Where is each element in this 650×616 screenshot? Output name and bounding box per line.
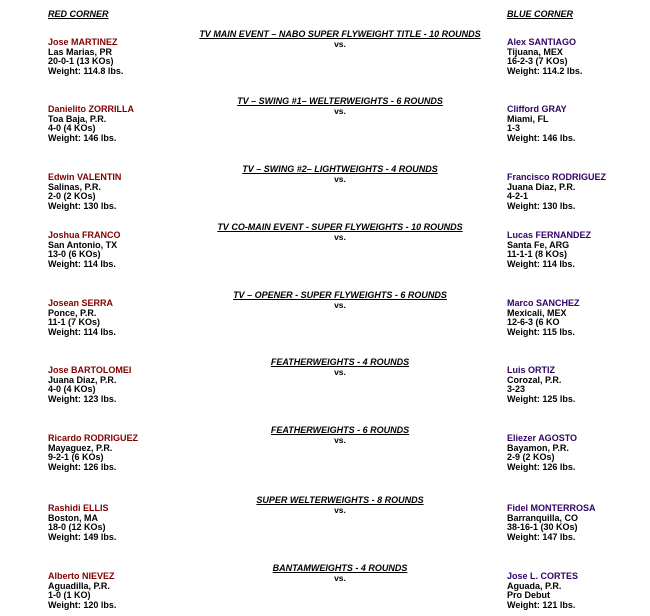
bout-heading	[150, 164, 530, 184]
fighter-weight: Weight: 114 lbs.	[48, 326, 116, 337]
fighter-first-name: Jose	[48, 365, 72, 375]
fighter-record: Pro Debut	[507, 590, 551, 601]
bout-heading	[150, 29, 530, 49]
fighter-weight: Weight: 130 lbs.	[507, 200, 576, 211]
fighter-record: 1-3	[507, 123, 521, 134]
fighter-weight: Weight: 146 lbs.	[507, 132, 576, 143]
fighter-weight: Weight: 149 lbs.	[48, 531, 117, 542]
fighter-first-name: Lucas	[507, 230, 536, 240]
fighter-hometown: Salinas, P.R.	[48, 181, 101, 192]
blue-corner-fighter	[507, 173, 647, 211]
blue-corner-fighter	[507, 434, 647, 472]
fighter-record: 2-9 (2 KOs)	[507, 452, 555, 463]
red-corner-fighter	[48, 572, 188, 610]
fighter-weight: Weight: 126 lbs.	[48, 461, 117, 472]
fighter-weight: Weight: 115 lbs.	[507, 326, 575, 337]
fighter-last-name: VALENTIN	[77, 172, 122, 182]
fighter-last-name: SERRA	[81, 298, 114, 308]
fighter-record: 16-2-3 (7 KOs)	[507, 56, 568, 67]
vs-label: vs.	[334, 106, 346, 116]
fighter-record: 9-2-1 (6 KOs)	[48, 452, 104, 463]
bout	[0, 425, 650, 475]
bout	[0, 96, 650, 146]
blue-corner-fighter	[507, 504, 647, 542]
fighter-last-name: ELLIS	[83, 503, 109, 513]
fighter-last-name: ZORRILLA	[88, 104, 135, 114]
fighter-last-name: MARTINEZ	[71, 37, 118, 47]
red-corner-fighter	[48, 299, 188, 337]
fighter-first-name: Fidel	[507, 503, 531, 513]
fighter-weight: Weight: 114 lbs.	[48, 258, 116, 269]
fighter-last-name: AGOSTO	[538, 433, 578, 443]
blue-corner-header: BLUE CORNER	[507, 9, 574, 19]
bout-title: BANTAMWEIGHTS - 4 ROUNDS	[272, 563, 408, 573]
fighter-weight: Weight: 121 lbs.	[507, 599, 576, 610]
vs-label: vs.	[334, 505, 346, 515]
fighter-weight: Weight: 114.8 lbs.	[48, 65, 124, 76]
blue-corner-fighter	[507, 105, 647, 143]
fighter-first-name: Joshua	[48, 230, 83, 240]
fighter-last-name: SANTIAGO	[528, 37, 577, 47]
fighter-weight: Weight: 126 lbs.	[507, 461, 576, 472]
fighter-hometown: Bayamon, P.R.	[507, 442, 569, 453]
fighter-first-name: Marco	[507, 298, 537, 308]
red-corner-fighter	[48, 231, 188, 269]
fighter-last-name: MONTERROSA	[530, 503, 596, 513]
red-corner-fighter	[48, 504, 188, 542]
fighter-hometown: Tijuana, MEX	[507, 46, 563, 57]
fighter-record: 11-1 (7 KOs)	[48, 317, 101, 328]
bout-heading	[150, 357, 530, 377]
fighter-first-name: Danielito	[48, 104, 89, 114]
bout	[0, 29, 650, 79]
bout	[0, 495, 650, 545]
fighter-hometown: Aguada, P.R.	[507, 580, 562, 591]
fighter-last-name: RODRIGUEZ	[84, 433, 139, 443]
bout	[0, 563, 650, 613]
vs-label: vs.	[334, 39, 346, 49]
vs-label: vs.	[334, 435, 346, 445]
bout-title: FEATHERWEIGHTS - 4 ROUNDS	[270, 357, 410, 367]
bout	[0, 164, 650, 214]
bout	[0, 222, 650, 272]
fighter-last-name: FERNANDEZ	[535, 230, 592, 240]
fighter-record: 2-0 (2 KOs)	[48, 191, 96, 202]
vs-label: vs.	[334, 573, 346, 583]
fighter-weight: Weight: 114.2 lbs.	[507, 65, 583, 76]
vs-label: vs.	[334, 300, 346, 310]
fighter-last-name: RODRIGUEZ	[552, 172, 607, 182]
bout-heading	[150, 495, 530, 515]
fighter-hometown: San Antonio, TX	[48, 239, 118, 250]
fighter-record: 4-0 (4 KOs)	[48, 123, 96, 134]
fighter-first-name: Ricardo	[48, 433, 85, 443]
fighter-first-name: Francisco	[507, 172, 553, 182]
fighter-weight: Weight: 123 lbs.	[48, 393, 117, 404]
bout-title: TV – SWING #2– LIGHTWEIGHTS - 4 ROUNDS	[242, 164, 438, 174]
blue-corner-fighter	[507, 299, 647, 337]
fighter-record: 38-16-1 (30 KOs)	[507, 522, 578, 533]
red-corner-fighter	[48, 434, 188, 472]
bout-heading	[150, 96, 530, 116]
bout-heading	[150, 222, 530, 242]
blue-corner-fighter	[507, 572, 647, 610]
fighter-hometown: Barranquilla, CO	[507, 512, 579, 523]
bout-title: TV CO-MAIN EVENT - SUPER FLYWEIGHTS - 10 ROUNDS	[217, 222, 463, 232]
fighter-last-name: SANCHEZ	[536, 298, 580, 308]
fighter-first-name: Alberto	[48, 571, 83, 581]
fighter-first-name: Edwin	[48, 172, 77, 182]
fighter-hometown: Las Marias, PR	[48, 46, 113, 57]
fighter-hometown: Juana Diaz, P.R.	[48, 374, 117, 385]
fighter-hometown: Mayaguez, P.R.	[48, 442, 113, 453]
fighter-hometown: Corozal, P.R.	[507, 374, 562, 385]
fighter-last-name: ORTIZ	[528, 365, 556, 375]
fighter-weight: Weight: 125 lbs.	[507, 393, 576, 404]
blue-corner-fighter	[507, 231, 647, 269]
fighter-first-name: Eliezer	[507, 433, 539, 443]
bout-title: TV MAIN EVENT – NABO SUPER FLYWEIGHT TITLE - 10 ROUNDS	[199, 29, 481, 39]
fighter-first-name: Luis	[507, 365, 529, 375]
vs-label: vs.	[334, 232, 346, 242]
fighter-record: 18-0 (12 KOs)	[48, 522, 106, 533]
fighter-record: 4-2-1	[507, 191, 529, 202]
bout-title: TV – OPENER - SUPER FLYWEIGHTS - 6 ROUNDS	[233, 290, 447, 300]
fighter-record: 1-0 (1 KO)	[48, 590, 91, 601]
fighter-last-name: CORTES	[540, 571, 579, 581]
fighter-hometown: Boston, MA	[48, 512, 98, 523]
red-corner-fighter	[48, 173, 188, 211]
fighter-record: 11-1-1 (8 KOs)	[507, 249, 568, 260]
red-corner-fighter	[48, 366, 188, 404]
fighter-hometown: Ponce, P.R.	[48, 307, 97, 318]
fighter-record: 4-0 (4 KOs)	[48, 384, 96, 395]
fighter-record: 13-0 (6 KOs)	[48, 249, 101, 260]
fighter-last-name: GRAY	[541, 104, 567, 114]
red-corner-fighter	[48, 105, 188, 143]
fighter-record: 20-0-1 (13 KOs)	[48, 56, 114, 67]
bout-title: FEATHERWEIGHTS - 6 ROUNDS	[270, 425, 410, 435]
fighter-weight: Weight: 146 lbs.	[48, 132, 117, 143]
fighter-record: 12-6-3 (6 KO	[507, 317, 560, 328]
fighter-weight: Weight: 120 lbs.	[48, 599, 117, 610]
fighter-record: 3-23	[507, 384, 526, 395]
fighter-weight: Weight: 114 lbs.	[507, 258, 575, 269]
fighter-hometown: Miami, FL	[507, 113, 549, 124]
bout	[0, 357, 650, 407]
bout	[0, 290, 650, 340]
fighter-weight: Weight: 130 lbs.	[48, 200, 117, 211]
bout-heading	[150, 563, 530, 583]
bout-title: SUPER WELTERWEIGHTS - 8 ROUNDS	[256, 495, 424, 505]
fighter-first-name: Jose L.	[507, 571, 541, 581]
blue-corner-fighter	[507, 38, 647, 76]
fighter-hometown: Toa Baja, P.R.	[48, 113, 107, 124]
fighter-first-name: Rashidi	[48, 503, 84, 513]
vs-label: vs.	[334, 367, 346, 377]
fighter-weight: Weight: 147 lbs.	[507, 531, 576, 542]
bout-title: TV – SWING #1– WELTERWEIGHTS - 6 ROUNDS	[237, 96, 443, 106]
fighter-first-name: Josean	[48, 298, 82, 308]
fighter-last-name: NIEVEZ	[82, 571, 115, 581]
fighter-hometown: Santa Fe, ARG	[507, 239, 570, 250]
red-corner-fighter	[48, 38, 188, 76]
fighter-hometown: Aguadilla, P.R.	[48, 580, 110, 591]
vs-label: vs.	[334, 174, 346, 184]
blue-corner-fighter	[507, 366, 647, 404]
red-corner-header: RED CORNER	[48, 9, 109, 19]
fighter-first-name: Clifford	[507, 104, 542, 114]
bout-heading	[150, 425, 530, 445]
fighter-first-name: Alex	[507, 37, 529, 47]
fighter-hometown: Mexicali, MEX	[507, 307, 567, 318]
fighter-first-name: Jose	[48, 37, 72, 47]
fighter-last-name: BARTOLOMEI	[71, 365, 132, 375]
fighter-hometown: Juana Diaz, P.R.	[507, 181, 576, 192]
bout-heading	[150, 290, 530, 310]
fighter-last-name: FRANCO	[82, 230, 121, 240]
